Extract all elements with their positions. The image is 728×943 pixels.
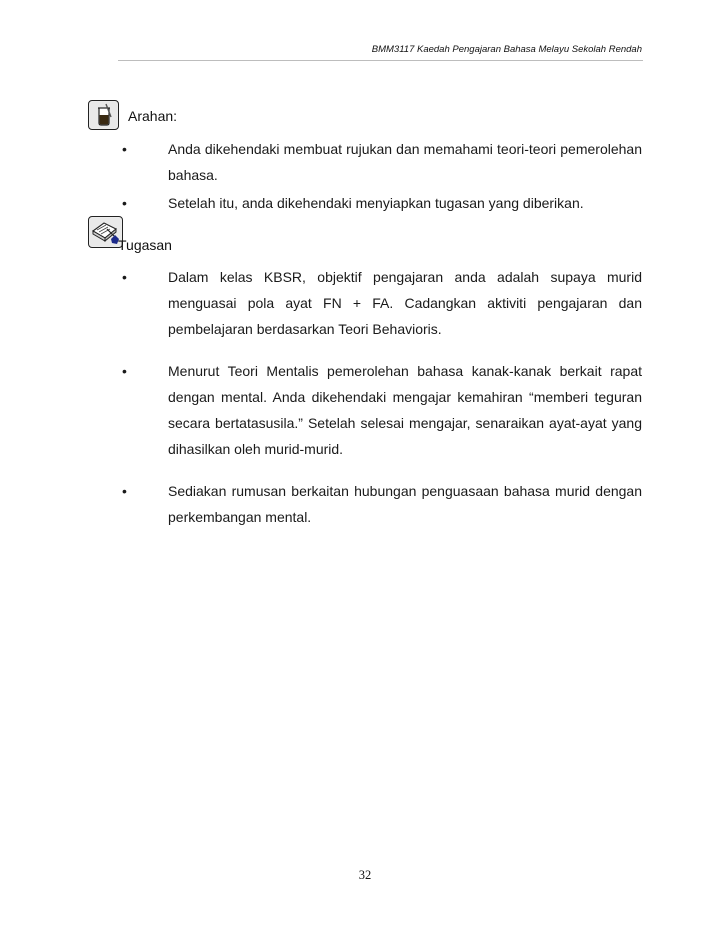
arahan-list: [118, 136, 642, 216]
tugasan-list: [118, 264, 642, 530]
beaker-icon: [88, 100, 119, 130]
page-header: BMM3117 Kaedah Pengajaran Bahasa Melayu Sekolah Rendah: [371, 44, 642, 55]
bullet-icon: •: [122, 483, 127, 499]
bullet-icon: •: [122, 141, 127, 157]
arahan-item-1: Anda dikehendaki membuat rujukan dan memahami teori-teori pemerolehan bahasa.: [168, 141, 642, 183]
tugasan-item-3: Sediakan rumusan berkaitan hubungan penguasaan bahasa murid dengan perkembangan mental.: [168, 483, 642, 525]
list-item: [118, 190, 642, 216]
tugasan-title: Tugasan: [118, 237, 172, 253]
arahan-item-2: Setelah itu, anda dikehendaki menyiapkan tugasan yang diberikan.: [168, 195, 584, 211]
list-item: [118, 478, 642, 530]
bullet-icon: •: [122, 269, 127, 285]
tugasan-item-2: Menurut Teori Mentalis pemerolehan bahasa kanak-kanak berkait rapat dengan mental. Anda dikehendaki mengajar kemahiran “memberi teguran secara bertatasusila.” Setelah selesai mengajar, senaraikan ayat-ayat yang dihasilkan oleh murid-murid.: [168, 363, 642, 457]
header-divider: [118, 60, 643, 61]
list-item: [118, 136, 642, 188]
list-item: [118, 264, 642, 342]
page-number: 32: [358, 868, 372, 882]
tugasan-item-1: Dalam kelas KBSR, objektif pengajaran anda adalah supaya murid menguasai pola ayat FN + FA. Cadangkan aktiviti pengajaran dan pembelajaran berdasarkan Teori Behavioris.: [168, 269, 642, 337]
bullet-icon: •: [122, 363, 127, 379]
bullet-icon: •: [122, 195, 127, 211]
arahan-title: Arahan:: [128, 108, 178, 124]
list-item: [118, 358, 642, 462]
